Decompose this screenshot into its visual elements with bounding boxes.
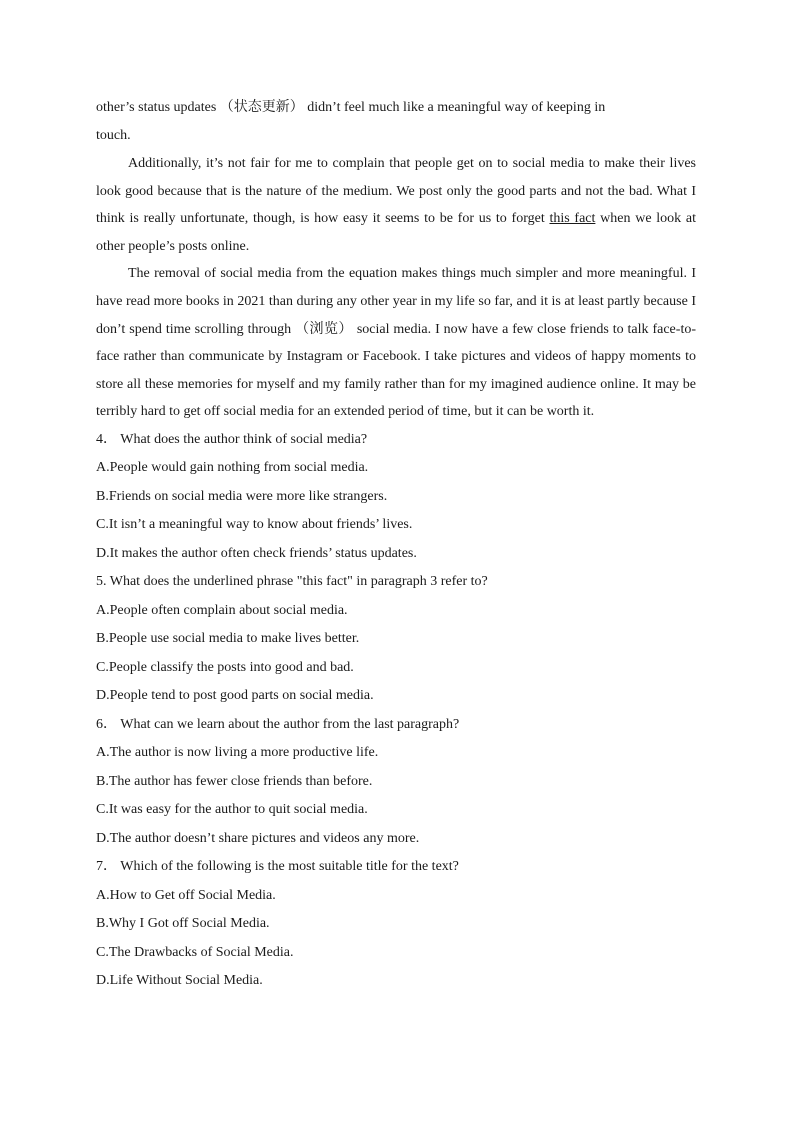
question-7-option-d: D.Life Without Social Media. xyxy=(96,973,263,989)
question-4-option-c: C.It isn’t a meaningful way to know about friends’ lives. xyxy=(96,517,413,533)
question-4-option-a: A.People would gain nothing from social media. xyxy=(96,460,369,476)
question-7-stem: 7． Which of the following is the most suitable title for the text? xyxy=(96,859,459,875)
question-6-option-b: B.The author has fewer close friends than before. xyxy=(96,773,373,789)
passage-line: touch. xyxy=(96,128,131,143)
question-5-option-a: A.People often complain about social media. xyxy=(96,602,348,618)
passage-paragraph-removal xyxy=(96,260,696,426)
paragraph-text: when we look at other people’s posts online. xyxy=(96,211,696,254)
passage-paragraph-additionally xyxy=(96,150,696,260)
question-5-stem: 5. What does the underlined phrase "this fact" in paragraph 3 refer to? xyxy=(96,574,488,590)
question-7-option-a: A.How to Get off Social Media. xyxy=(96,887,276,903)
question-4-option-d: D.It makes the author often check friends’ status updates. xyxy=(96,545,417,561)
question-4-option-b: B.Friends on social media were more like strangers. xyxy=(96,488,388,504)
question-4-stem: 4． What does the author think of social media? xyxy=(96,431,368,447)
passage-line: other’s status updates （状态更新） didn’t feel much like a meaningful way of keeping in xyxy=(96,100,606,115)
underlined-phrase-this-fact: this fact xyxy=(549,211,596,227)
question-6-option-c: C.It was easy for the author to quit social media. xyxy=(96,802,368,818)
document-page xyxy=(96,94,696,996)
question-7-option-b: B.Why I Got off Social Media. xyxy=(96,916,270,932)
question-5-option-b: B.People use social media to make lives better. xyxy=(96,631,360,647)
question-5-option-c: C.People classify the posts into good and bad. xyxy=(96,659,354,675)
paragraph-text: The removal of social media from the equation makes things much simpler and more meaningful. I have read more books in 2021 than during any other year in my life so far, and it is at least partly because I don’t spend time scrolling through （浏览） social media. I now have a few close friends to talk face-to-face rather than communicate by Instagram or Facebook. I take pictures and videos of happy moments to store all these memories for myself and my family rather than for my imagined audience online. It may be terribly hard to get off social media for an extended period of time, but it can be worth it. xyxy=(96,266,696,420)
question-5-option-d: D.People tend to post good parts on social media. xyxy=(96,688,374,704)
question-7-option-c: C.The Drawbacks of Social Media. xyxy=(96,944,294,960)
question-6-option-a: A.The author is now living a more productive life. xyxy=(96,745,379,761)
question-6-stem: 6． What can we learn about the author from the last paragraph? xyxy=(96,716,460,732)
paragraph-text: Additionally, it’s not fair for me to complain that people get on to social media to make their lives look good because that is the nature of the medium. We post only the good parts and not the bad. What I think is really unfortunate, though, is how easy it seems to be for us to forget xyxy=(96,156,696,227)
question-6-option-d: D.The author doesn’t share pictures and videos any more. xyxy=(96,830,420,846)
